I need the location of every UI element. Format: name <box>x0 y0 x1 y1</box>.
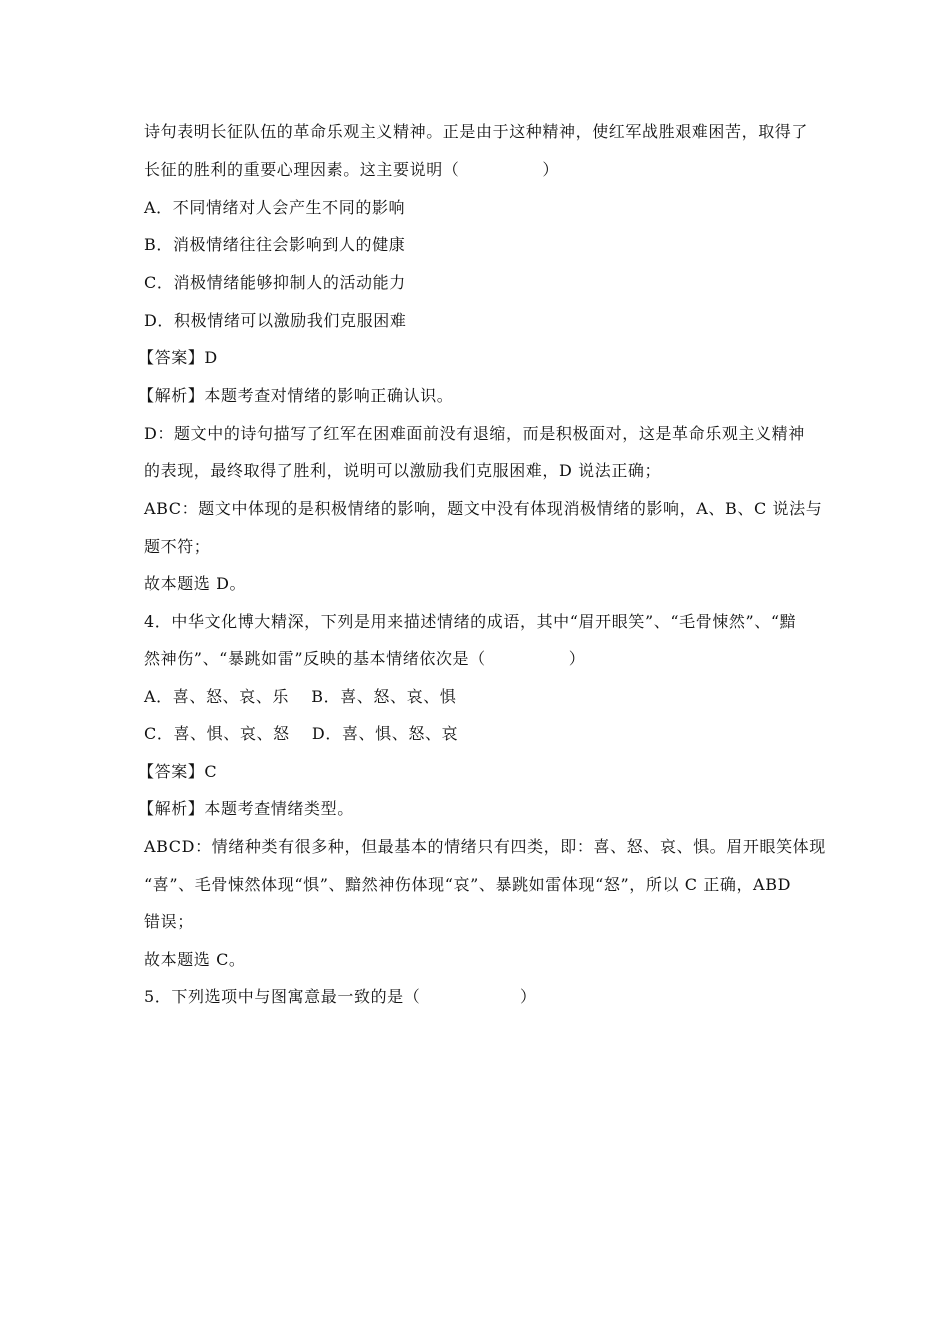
option-line: A．喜、怒、哀、乐 B．喜、怒、哀、惧 <box>144 687 457 706</box>
text-line: 故本题选 D。 <box>144 574 247 593</box>
question-line: 5．下列选项中与图寓意最一致的是（ ） <box>144 987 537 1006</box>
answer-line: 【答案】D <box>138 348 218 367</box>
text-line: 长征的胜利的重要心理因素。这主要说明（ ） <box>144 160 560 179</box>
analysis-line: 【解析】本题考查情绪类型。 <box>138 799 354 818</box>
option-line: C．喜、惧、哀、怒 D．喜、惧、怒、哀 <box>144 724 459 743</box>
option-line: C．消极情绪能够抑制人的活动能力 <box>144 273 406 292</box>
option-line: A．不同情绪对人会产生不同的影响 <box>144 198 406 217</box>
text-line: 故本题选 C。 <box>144 950 246 969</box>
text-line: ABCD：情绪种类有很多种，但最基本的情绪只有四类，即：喜、怒、哀、惧。眉开眼笑体现 <box>144 837 826 856</box>
analysis-line: 【解析】本题考查对情绪的影响正确认识。 <box>138 386 454 405</box>
text-line: 错误； <box>144 912 194 931</box>
text-line: 诗句表明长征队伍的革命乐观主义精神。正是由于这种精神，使红军战胜艰难困苦，取得了 <box>144 122 809 141</box>
option-line: D．积极情绪可以激励我们克服困难 <box>144 311 407 330</box>
answer-line: 【答案】C <box>138 762 218 781</box>
text-line: 题不符； <box>144 537 211 556</box>
question-line: 4．中华文化博大精深，下列是用来描述情绪的成语，其中“眉开眼笑”、“毛骨悚然”、“黯 <box>144 612 797 631</box>
text-line: ABC：题文中体现的是积极情绪的影响，题文中没有体现消极情绪的影响，A、B、C 说法与 <box>144 499 823 518</box>
text-line: 的表现，最终取得了胜利，说明可以激励我们克服困难，D 说法正确； <box>144 461 662 480</box>
option-line: B．消极情绪往往会影响到人的健康 <box>144 235 406 254</box>
text-line: “喜”、毛骨悚然体现“惧”、黯然神伤体现“哀”、暴跳如雷体现“怒”，所以 C 正确，ABD <box>144 875 791 894</box>
text-line: D：题文中的诗句描写了红军在困难面前没有退缩，而是积极面对，这是革命乐观主义精神 <box>144 424 805 443</box>
question-line: 然神伤”、“暴跳如雷”反映的基本情绪依次是（ ） <box>144 649 586 668</box>
